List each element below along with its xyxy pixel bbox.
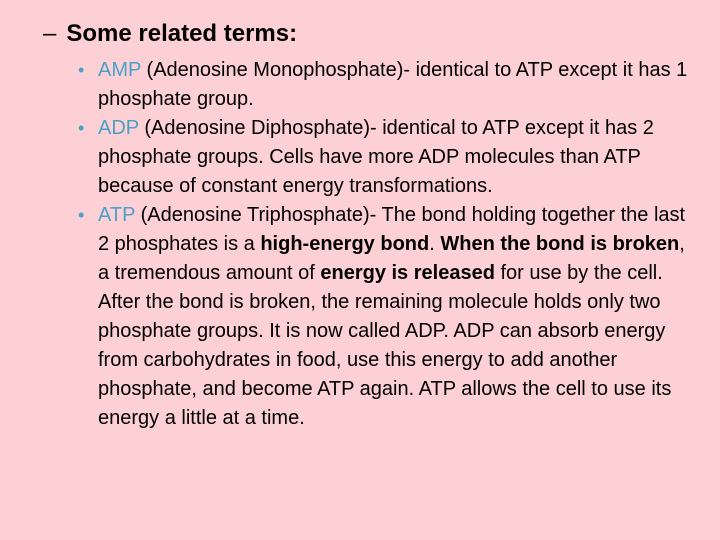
term-atp: ATP [98, 204, 136, 226]
atp-bold-high-energy-bond: high-energy bond [260, 233, 430, 255]
terms-list [76, 56, 696, 433]
bullet-dot-icon: • [78, 118, 85, 138]
slide-heading [43, 17, 297, 51]
bullet-dot-icon: • [78, 205, 85, 225]
atp-bold-energy-released: energy is released [320, 262, 495, 284]
atp-bold-bond-broken: When the bond is broken [440, 233, 680, 255]
heading-dash: – [43, 20, 57, 47]
list-item-adp [76, 114, 696, 201]
bullet-dot-icon: • [78, 60, 85, 80]
heading-text: Some related terms: [66, 20, 298, 47]
atp-description-part3: , a tremendous amount of [98, 233, 685, 284]
atp-description-part4: for use by the cell. After the bond is broken, the remaining molecule holds only two phosphate groups. It is now called ADP. ADP can absorb energy from carbohydrates in food, use this energy to add another phosphate, and become ATP again. ATP allows the cell to use its energy a little at a time. [98, 262, 672, 429]
atp-description-part2: . [429, 233, 441, 255]
list-item-amp [76, 56, 696, 114]
adp-description: (Adenosine Diphosphate)- identical to ATP except it has 2 phosphate groups. Cells have more ADP molecules than ATP because of constant energy transformations. [98, 117, 654, 197]
amp-description: (Adenosine Monophosphate)- identical to ATP except it has 1 phosphate group. [98, 59, 688, 110]
term-amp: AMP [98, 59, 141, 81]
list-item-atp [76, 201, 696, 433]
term-adp: ADP [98, 117, 139, 139]
atp-description-part1: (Adenosine Triphosphate)- The bond holding together the last 2 phosphates is a [98, 204, 686, 255]
